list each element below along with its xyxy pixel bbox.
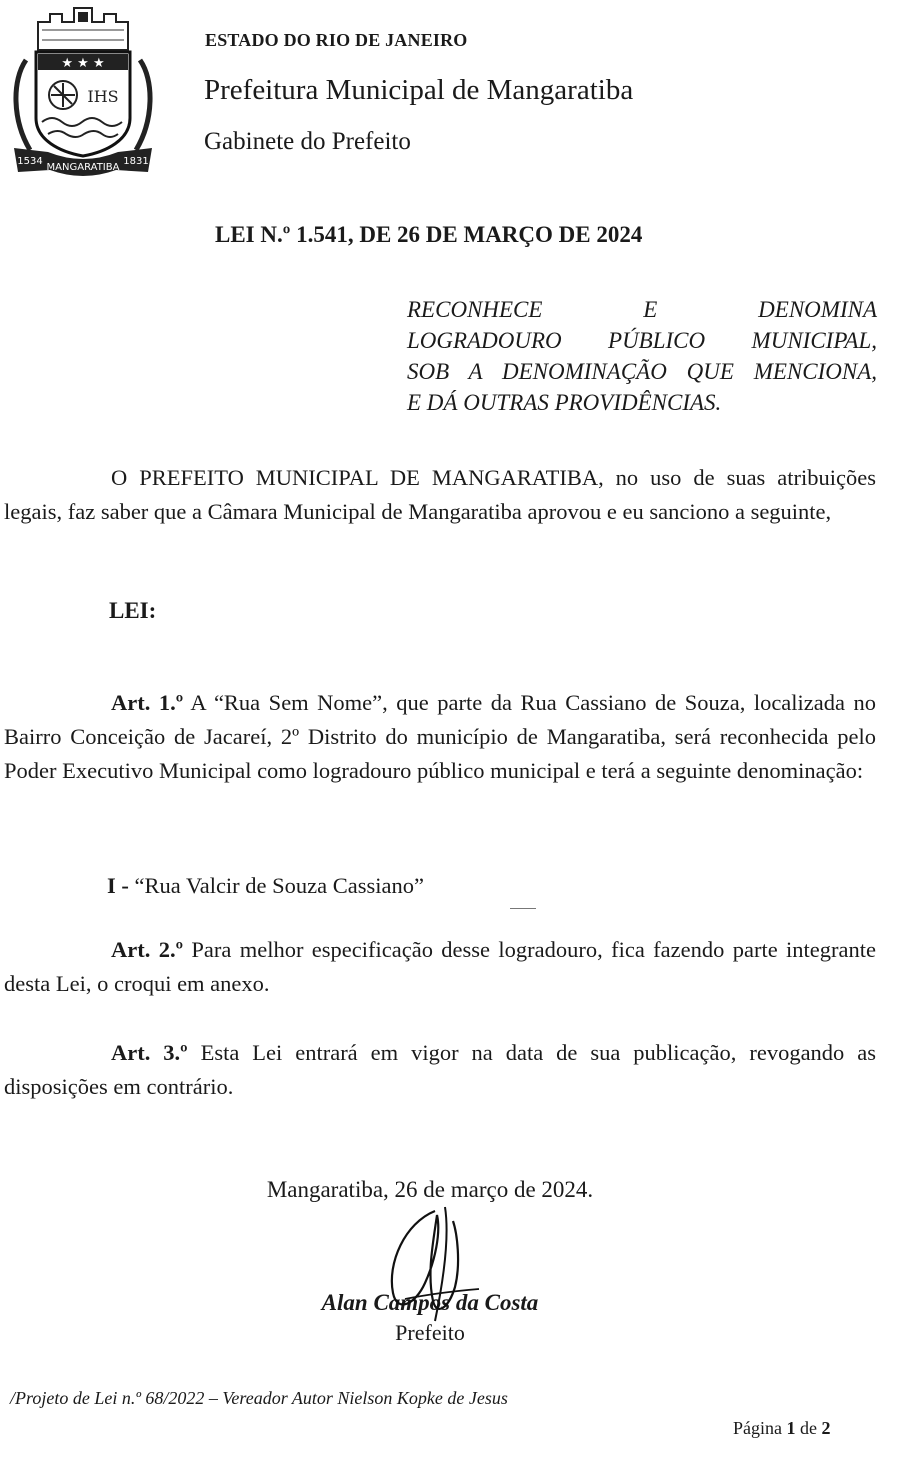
inciso-1-text: “Rua Valcir de Souza Cassiano” bbox=[128, 873, 425, 898]
signatory-role: Prefeito bbox=[395, 1320, 465, 1345]
article-3-label: Art. 3.º bbox=[111, 1040, 188, 1065]
state-name: ESTADO DO RIO DE JANEIRO bbox=[205, 30, 468, 50]
prefeitura-name: Prefeitura Municipal de Mangaratiba bbox=[204, 74, 634, 106]
inciso-1 bbox=[107, 873, 424, 899]
law-title: LEI N.º 1.541, DE 26 DE MARÇO DE 2024 bbox=[215, 222, 643, 247]
page-total: 2 bbox=[821, 1418, 831, 1438]
footer-note: /Projeto de Lei n.º 68/2022 – Vereador Autor Nielson Kopke de Jesus bbox=[10, 1388, 508, 1408]
svg-text:1534: 1534 bbox=[17, 156, 43, 167]
svg-text:IHS: IHS bbox=[87, 87, 119, 106]
article-1-text: A “Rua Sem Nome”, que parte da Rua Cassiano de Souza, localizada no Bairro Conceição de Jacareí, 2º Distrito do município de Mangaratiba, será reconhecida pelo Poder Executivo Municipal como logradouro público municipal e terá a seguinte denominação: bbox=[4, 690, 877, 783]
page-number bbox=[733, 1418, 831, 1439]
gabinete-name: Gabinete do Prefeito bbox=[204, 128, 411, 155]
ementa-line: E DÁ OUTRAS PROVIDÊNCIAS. bbox=[407, 390, 722, 415]
article-2-text: Para melhor especificação desse logradouro, fica fazendo parte integrante desta Lei, o croqui em anexo. bbox=[4, 937, 877, 996]
preamble bbox=[4, 461, 876, 529]
ementa-line: RECONHECE E DENOMINA bbox=[407, 297, 877, 322]
ementa-line: LOGRADOURO PÚBLICO MUNICIPAL, bbox=[407, 328, 877, 353]
date-line: Mangaratiba, 26 de março de 2024. bbox=[266, 1177, 594, 1202]
article-1 bbox=[4, 686, 876, 788]
signatory-name: Alan Campos da Costa bbox=[321, 1290, 539, 1315]
article-2 bbox=[4, 933, 876, 1001]
svg-text:★ ★ ★: ★ ★ ★ bbox=[61, 56, 105, 71]
preamble-text: O PREFEITO MUNICIPAL DE MANGARATIBA, no uso de suas atribuições legais, faz saber que a Câmara Municipal de Mangaratiba aprovou e eu sanciono a seguinte, bbox=[4, 465, 876, 524]
page-current: 1 bbox=[786, 1418, 796, 1438]
page-sep: de bbox=[795, 1418, 822, 1438]
article-3 bbox=[4, 1036, 876, 1104]
coat-of-arms-icon bbox=[8, 0, 158, 180]
svg-text:1831: 1831 bbox=[123, 156, 149, 167]
article-1-label: Art. 1.º bbox=[111, 690, 184, 715]
ementa bbox=[407, 294, 877, 418]
article-2-label: Art. 2.º bbox=[111, 937, 184, 962]
inciso-1-label: I - bbox=[107, 873, 129, 898]
page-prefix: Página bbox=[733, 1418, 787, 1438]
lei-heading: LEI: bbox=[109, 598, 157, 623]
stray-mark bbox=[510, 908, 536, 909]
svg-text:MANGARATIBA: MANGARATIBA bbox=[46, 162, 120, 173]
handwritten-signature-icon bbox=[375, 1203, 485, 1323]
ementa-line: SOB A DENOMINAÇÃO QUE MENCIONA, bbox=[407, 359, 877, 384]
article-3-text: Esta Lei entrará em vigor na data de sua publicação, revogando as disposições em contrário. bbox=[4, 1040, 877, 1099]
